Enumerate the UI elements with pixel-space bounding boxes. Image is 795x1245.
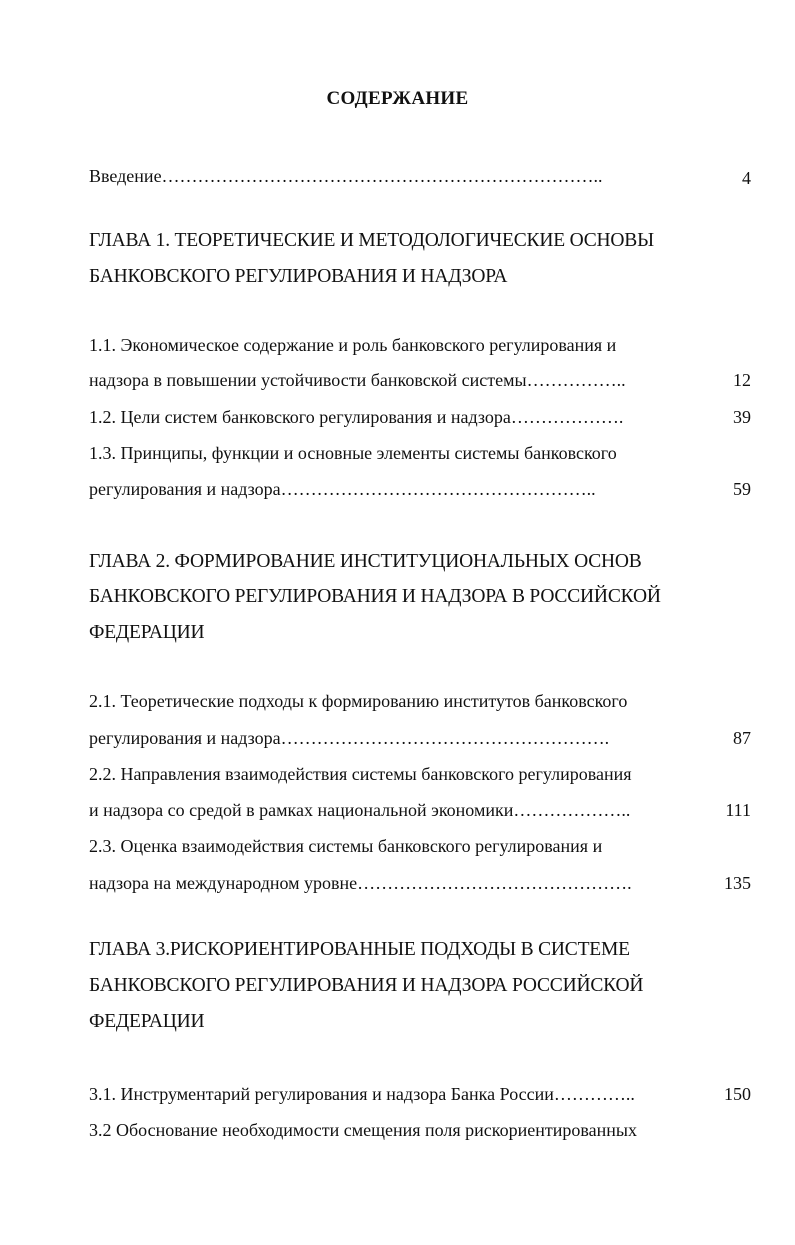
toc-1-1-page: 12 xyxy=(733,370,751,390)
chapter3-heading-line2: БАНКОВСКОГО РЕГУЛИРОВАНИЯ И НАДЗОРА РОССИЙСКОЙ xyxy=(89,975,644,996)
toc-2-1-line2: регулирования и надзора………………………………………………. xyxy=(89,728,610,748)
toc-intro-text: Введение……………………………………………………………….. xyxy=(89,166,603,186)
chapter3-heading-line1: ГЛАВА 3.РИСКОРИЕНТИРОВАННЫЕ ПОДХОДЫ В СИСТЕМЕ xyxy=(89,939,630,960)
page-title: СОДЕРЖАНИЕ xyxy=(326,88,469,109)
chapter2-heading-line1: ГЛАВА 2. ФОРМИРОВАНИЕ ИНСТИТУЦИОНАЛЬНЫХ ОСНОВ xyxy=(89,551,642,572)
toc-1-1-line2: надзора в повышении устойчивости банковской системы…………….. xyxy=(89,370,626,390)
toc-1-3-line1: 1.3. Принципы, функции и основные элементы системы банковского xyxy=(89,443,617,463)
chapter1-heading-line1: ГЛАВА 1. ТЕОРЕТИЧЕСКИЕ И МЕТОДОЛОГИЧЕСКИЕ ОСНОВЫ xyxy=(89,230,654,251)
toc-1-2-line1: 1.2. Цели систем банковского регулирования и надзора………………. xyxy=(89,407,624,427)
toc-1-2-page: 39 xyxy=(733,407,751,427)
toc-1-3-line2: регулирования и надзора…………………………………………….. xyxy=(89,479,596,499)
chapter2-heading-line2: БАНКОВСКОГО РЕГУЛИРОВАНИЯ И НАДЗОРА В РОССИЙСКОЙ xyxy=(89,586,661,607)
toc-3-1-line1: 3.1. Инструментарий регулирования и надзора Банка России………….. xyxy=(89,1084,635,1104)
toc-2-2-line2: и надзора со средой в рамках национальной экономики……………….. xyxy=(89,800,631,820)
toc-2-3-line1: 2.3. Оценка взаимодействия системы банковского регулирования и xyxy=(89,836,603,856)
chapter1-heading-line2: БАНКОВСКОГО РЕГУЛИРОВАНИЯ И НАДЗОРА xyxy=(89,266,508,287)
toc-intro-page: 4 xyxy=(742,168,751,188)
chapter3-heading-line3: ФЕДЕРАЦИИ xyxy=(89,1011,205,1032)
toc-3-2-line1: 3.2 Обоснование необходимости смещения поля рискориентированных xyxy=(89,1120,637,1140)
chapter2-heading-line3: ФЕДЕРАЦИИ xyxy=(89,622,205,643)
toc-2-1-page: 87 xyxy=(733,728,751,748)
toc-2-2-page: 111 xyxy=(725,800,751,820)
toc-2-2-line1: 2.2. Направления взаимодействия системы банковского регулирования xyxy=(89,764,632,784)
toc-2-3-page: 135 xyxy=(724,873,751,893)
toc-2-1-line1: 2.1. Теоретические подходы к формированию институтов банковского xyxy=(89,691,628,711)
toc-3-1-page: 150 xyxy=(724,1084,751,1104)
toc-1-1-line1: 1.1. Экономическое содержание и роль банковского регулирования и xyxy=(89,335,617,355)
toc-1-3-page: 59 xyxy=(733,479,751,499)
toc-2-3-line2: надзора на международном уровне………………………………………. xyxy=(89,873,632,893)
